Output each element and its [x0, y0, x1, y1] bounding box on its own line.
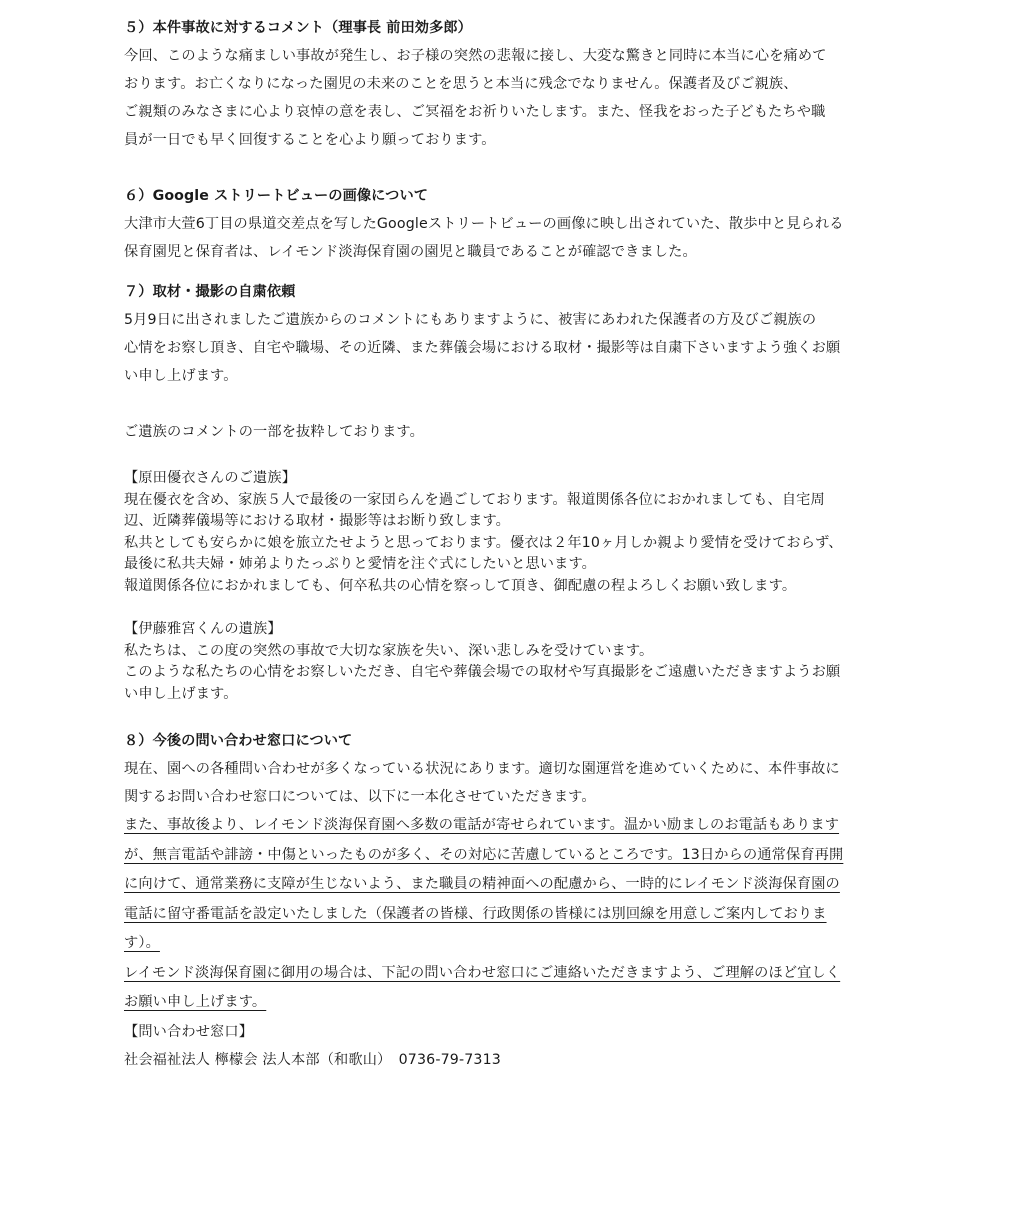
family-1-line: 現在優衣を含め、家族５人で最後の一家団らんを過ごしております。報道関係各位におかれましても、自宅周 — [124, 491, 825, 508]
family-2-line: このような私たちの心情をお察しいただき、自宅や葬儀会場での取材や写真撮影をご遠慮いただきますようお願 — [124, 664, 841, 680]
section-8-line: 現在、園への各種問い合わせが多くなっている状況にあります。適切な園運営を進めていくために、本件事故に — [124, 761, 840, 777]
section-8-underlined-line: に向けて、通常業務に支障が生じないよう、また職員の精神面への配慮から、一時的にレイモンド淡海保育園の — [124, 876, 840, 892]
section-7-line: 5月9日に出されましたご遺族からのコメントにもありますように、被害にあわれた保護者の方及びご親族の — [124, 312, 817, 328]
section-5-line: 今回、このような痛ましい事故が発生し、お子様の突然の悲報に接し、大変な驚きと同時に本当に心を痛めて — [124, 48, 827, 64]
family-2-line: い申し上げます。 — [124, 685, 238, 702]
section-7-line: い申し上げます。 — [124, 368, 238, 384]
section-8-heading: ８）今後の問い合わせ窓口について — [124, 733, 353, 749]
section-5-line: ご親類のみなさまに心より哀悼の意を表し、ご冥福をお祈りいたします。また、怪我をおった子どもたちや職 — [124, 104, 826, 120]
family-2-title: 【伊藤雅宮くんの遺族】 — [124, 621, 282, 637]
family-1-line: 最後に私共夫婦・姉弟よりたっぷりと愛情を注ぐ式にしたいと思います。 — [124, 556, 597, 572]
family-2-line: 私たちは、この度の突然の事故で大切な家族を失い、深い悲しみを受けています。 — [124, 642, 654, 659]
family-1-line: 私共としても安らかに娘を旅立たせようと思っております。優衣は２年10ヶ月しか親より愛情を受けておらず、 — [124, 534, 843, 551]
section-5-line: おります。お亡くなりになった園児の未来のことを思うと本当に残念でなりません。保護者及びご親族、 — [124, 76, 798, 92]
section-8-underlined-line: レイモンド淡海保育園に御用の場合は、下記の問い合わせ窓口にご連絡いただきますよう、ご理解のほど宜しく — [124, 964, 841, 981]
section-5-line: 員が一日でも早く回復することを心より願っております。 — [124, 132, 496, 148]
section-8-underlined-line: が、無言電話や誹謗・中傷といったものが多く、その対応に苦慮しているところです。13日からの通常保育再開 — [124, 846, 844, 863]
section-8-underlined-line: す）。 — [124, 935, 160, 951]
section-8-line: 関するお問い合わせ窓口については、以下に一本化させていただきます。 — [124, 789, 596, 805]
section-7-heading: ７）取材・撮影の自粛依頼 — [124, 284, 296, 300]
section-6-line: 保育園児と保育者は、レイモンド淡海保育園の園児と職員であることが確認できました。 — [124, 244, 697, 260]
section-6-heading: ６）Google ストリートビューの画像について — [124, 188, 429, 204]
section-8-underlined-line: お願い申し上げます。 — [124, 994, 267, 1010]
contact-info: 社会福祉法人 檸檬会 法人本部（和歌山） 0736-79-7313 — [124, 1051, 501, 1068]
section-6-line: 大津市大萱6丁目の県道交差点を写したGoogleストリートビューの画像に映し出されていた、散歩中と見られる — [124, 216, 844, 232]
family-comments-intro: ご遺族のコメントの一部を抜粋しております。 — [124, 424, 424, 440]
section-8-underlined-line: また、事故後より、レイモンド淡海保育園へ多数の電話が寄せられています。温かい励ましのお電話もあります — [124, 817, 840, 833]
contact-title: 【問い合わせ窓口】 — [124, 1023, 254, 1040]
section-5-heading: ５）本件事故に対するコメント（理事長 前田効多郎） — [124, 20, 472, 36]
family-1-title: 【原田優衣さんのご遺族】 — [124, 470, 297, 486]
section-7-line: 心情をお察し頂き、自宅や職場、その近隣、また葬儀会場における取材・撮影等は自粛下さいますよう強くお願 — [124, 340, 841, 356]
family-1-line: 報道関係各位におかれましても、何卒私共の心情を察っして頂き、御配慮の程よろしくお願い致します。 — [124, 577, 797, 594]
document-page — [124, 14, 904, 1074]
section-8-underlined-line: 電話に留守番電話を設定いたしました（保護者の皆様、行政関係の皆様には別回線を用意しご案内しておりま — [124, 905, 827, 922]
family-1-line: 辺、近隣葬儀場等における取材・撮影等はお断り致します。 — [124, 513, 510, 529]
